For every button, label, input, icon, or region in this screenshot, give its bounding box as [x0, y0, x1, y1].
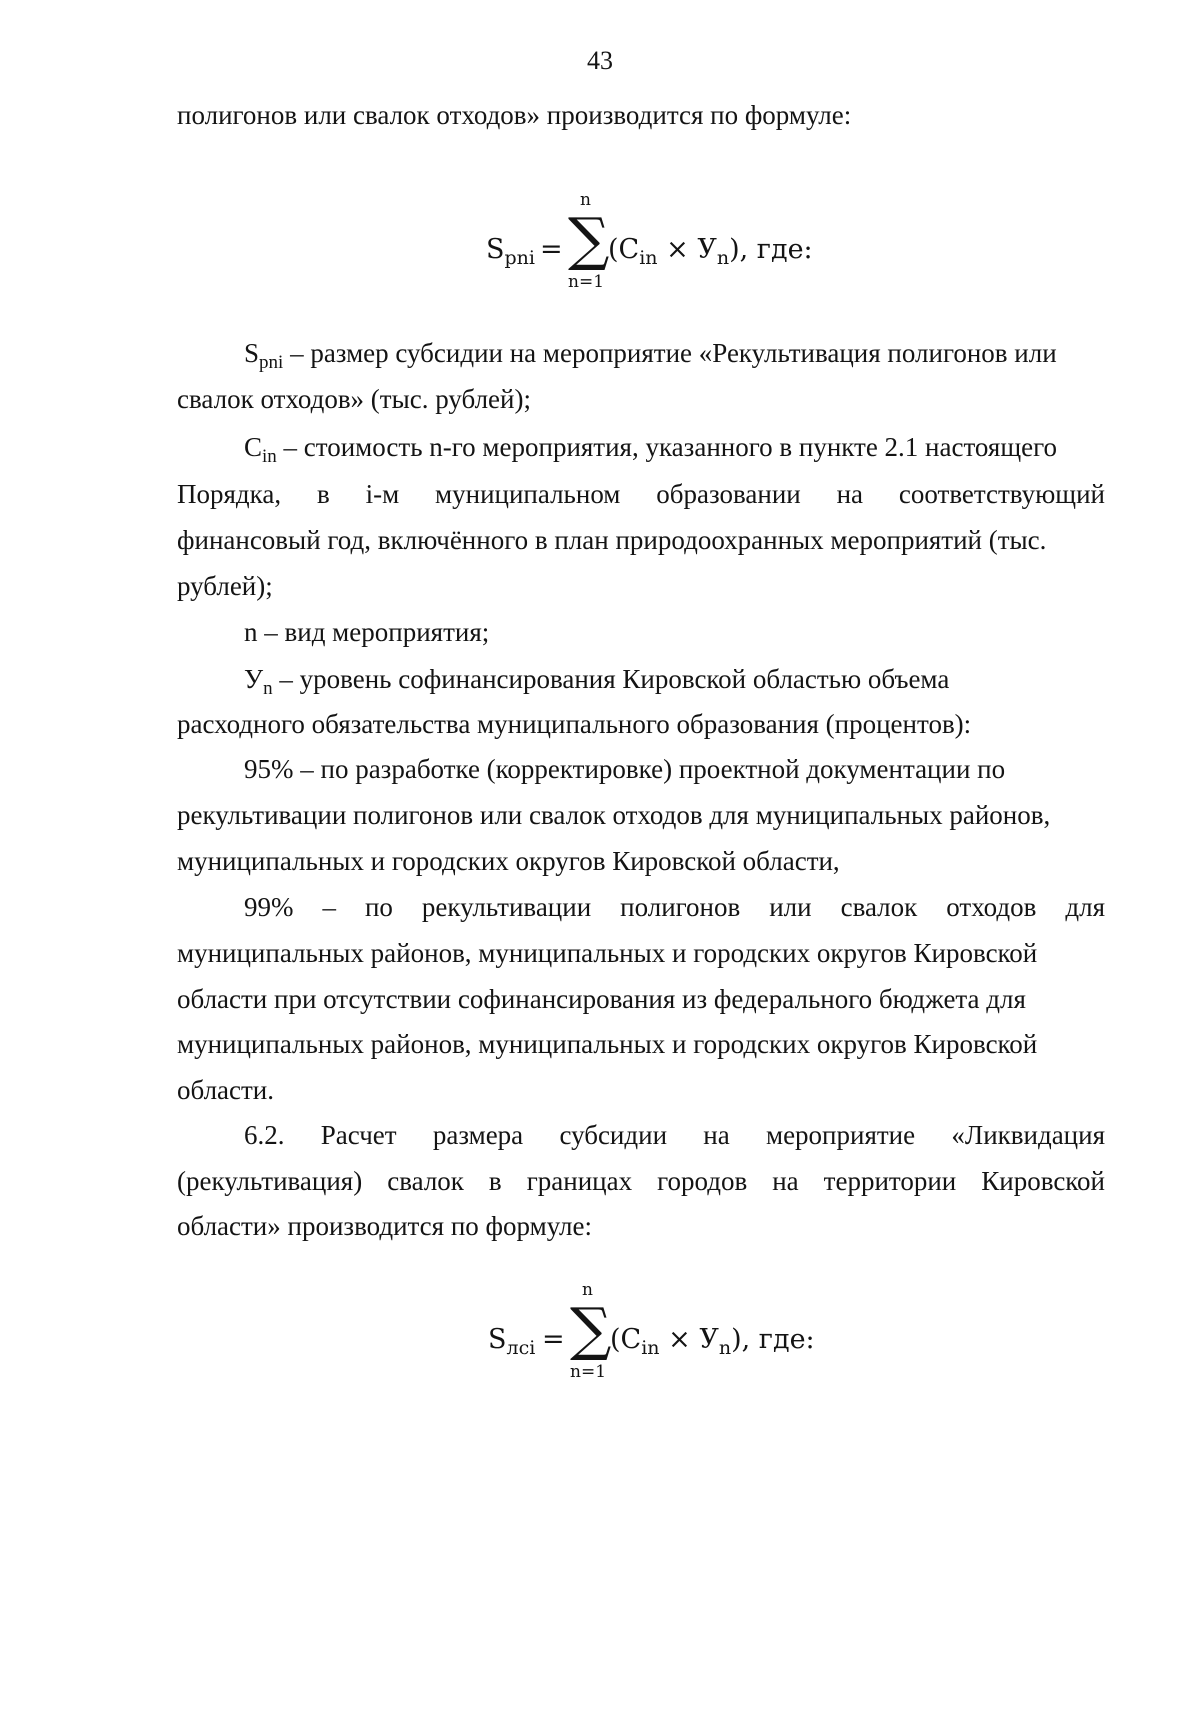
text-line: финансовый год, включённого в план природоохранных мероприятий (тыс.: [177, 525, 1047, 555]
text-line: области» производится по формуле:: [177, 1211, 592, 1241]
text-line: области.: [177, 1075, 275, 1105]
formula-1-sigma: ∑: [568, 205, 610, 273]
formula-2: [482, 1280, 815, 1390]
formula-1-upper-limit: n: [580, 190, 591, 210]
text-line: $S_{pni}$ – размер субсидии на мероприятие «Рекультивация полигонов или: [244, 338, 1057, 373]
text-line: 6.2. Расчет размера субсидии на мероприятие «Ликвидация: [244, 1120, 1105, 1150]
formula-1-lhs: $S_{pni}$: [486, 234, 535, 269]
text-line: расходного обязательства муниципального образования (процентов):: [177, 709, 972, 739]
formula-1-equals: =: [540, 234, 563, 265]
text-line: полигонов или свалок отходов» производится по формуле:: [177, 100, 852, 130]
text-line: муниципальных и городских округов Кировской области,: [177, 846, 840, 876]
text-line: свалок отходов» (тыс. рублей);: [177, 384, 531, 414]
text-line: $C_{in}$ – стоимость n-го мероприятия, указанного в пункте 2.1 настоящего: [244, 432, 1058, 467]
formula-2-upper-limit: n: [582, 1280, 593, 1300]
text-line: муниципальных районов, муниципальных и городских округов Кировской: [177, 938, 1038, 968]
formula-1: [480, 190, 813, 300]
text-line: рекультивации полигонов или свалок отходов для муниципальных районов,: [177, 800, 1051, 830]
formula-2-lhs: $S_{лci}$: [488, 1324, 536, 1359]
formula-2-body: $(C_{in} \times У_n)$, где:: [610, 1324, 815, 1359]
formula-2-lower-limit: n=1: [570, 1362, 607, 1382]
text-line: (рекультивация) свалок в границах городов на территории Кировской: [177, 1166, 1105, 1196]
formula-2-sigma: ∑: [570, 1295, 612, 1363]
text-line: 95% – по разработке (корректировке) проектной документации по: [244, 754, 1006, 784]
text-line: рублей);: [177, 571, 273, 601]
text-line: 99% – по рекультивации полигонов или свалок отходов для: [244, 892, 1105, 922]
page-number: 43: [587, 46, 613, 75]
text-line: $У_n$ – уровень софинансирования Кировской областью объема: [244, 664, 950, 699]
formula-2-equals: =: [542, 1324, 565, 1355]
text-line: Порядка, в i-м муниципальном образовании на соответствующий: [177, 479, 1105, 509]
text-line: муниципальных районов, муниципальных и городских округов Кировской: [177, 1029, 1038, 1059]
text-line: области при отсутствии софинансирования из федерального бюджета для: [177, 984, 1026, 1014]
text-line: n – вид мероприятия;: [244, 617, 490, 647]
formula-1-body: $(C_{in} \times У_n)$, где:: [608, 234, 813, 269]
formula-1-lower-limit: n=1: [568, 272, 605, 292]
